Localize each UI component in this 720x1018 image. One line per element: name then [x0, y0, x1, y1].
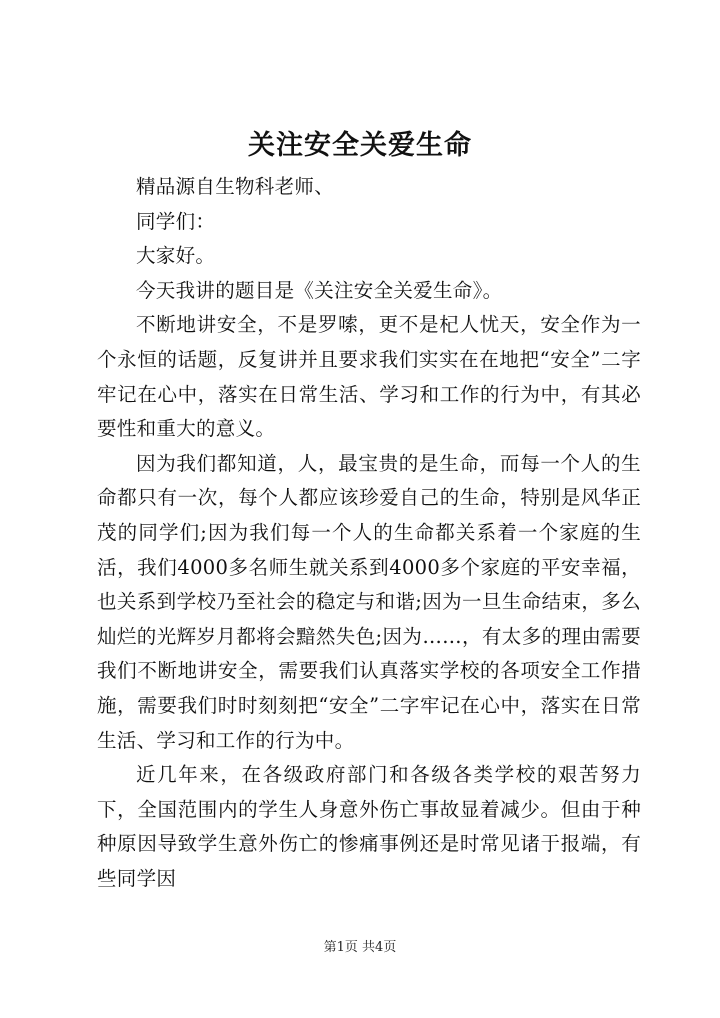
- page-footer: 第1页 共4页: [323, 940, 397, 955]
- document-body: [97, 170, 641, 896]
- paragraph-safety-importance: 不断地讲安全，不是罗嗦，更不是杞人忧天，安全作为一个永恒的话题，反复讲并且要求我们实实在在地把“安全”二字牢记在心中，落实在日常生活、学习和工作的行为中，有其必要性和重大的意义。: [97, 313, 641, 441]
- paragraph-life-value: 因为我们都知道，人，最宝贵的是生命，而每一个人的生命都只有一次，每个人都应该珍爱自己的生命，特别是风华正茂的同学们;因为我们每一个人的生命都关系着一个家庭的生活，我们4000多名师生就关系到4000多个家庭的平安幸福，也关系到学校乃至社会的稳定与和谐;因为一旦生命结束，多么灿烂的光辉岁月都将会黯然失色;因为……，有太多的理由需要我们不断地讲安全，需要我们认真落实学校的各项安全工作措施，需要我们时时刻刻把“安全”二字牢记在心中，落实在日常生活、学习和工作的行为中。: [97, 451, 641, 752]
- paragraph-recent-years: 近几年来，在各级政府部门和各级各类学校的艰苦努力下，全国范围内的学生人身意外伤亡事故显着减少。但由于种种原因导致学生意外伤亡的惨痛事例还是时常见诸于报端，有些同学因: [97, 763, 641, 890]
- paragraph-topic: 今天我讲的题目是《关注安全关爱生命》。: [136, 278, 503, 302]
- paragraph-source-note: 精品源自生物科老师、: [136, 175, 335, 198]
- paragraph-salutation: 同学们：: [136, 209, 216, 233]
- document-title: 关注安全关爱生命: [248, 130, 472, 161]
- paragraph-greeting: 大家好。: [136, 244, 216, 268]
